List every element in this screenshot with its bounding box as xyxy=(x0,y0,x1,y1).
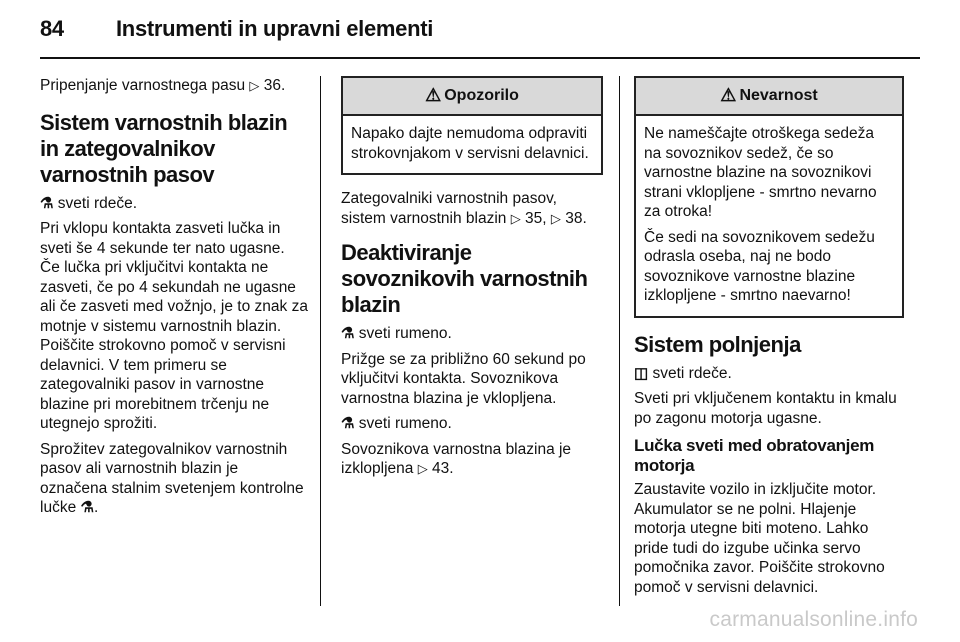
column-2 xyxy=(341,76,603,485)
reference-arrow-icon: ▷ xyxy=(510,210,521,226)
warning-box-text: Napako dajte nemudoma odpraviti strokovnjakom v servisni delavnici. xyxy=(351,125,589,162)
airbag-warning-icon: ⚗ xyxy=(40,194,54,212)
danger-box-text-2: Če sedi na sovoznikovem sedežu odrasla oseba, naj ne bodo sovoznikove varnostne blazine izklopljene - smrtno naevarno! xyxy=(644,228,875,304)
heading-airbag-system: Sistem varnostnih blazin in zategovalnikov varnostnih pasov xyxy=(40,109,288,187)
airbag-on-paragraph: Prižge se za približno 60 sekund po vključitvi kontakta. Sovoznikova varnostna blazina je vklopljena. xyxy=(341,350,586,407)
page-title: Instrumenti in upravni elementi xyxy=(116,16,434,41)
heading-charging-system: Sistem polnjenja xyxy=(634,331,801,357)
warning-triangle-icon: ⚠ xyxy=(720,85,737,106)
page-number: 84 xyxy=(40,16,64,41)
heading-passenger-airbag-deactivation: Deaktiviranje sovoznikovih varnostnih blazin xyxy=(341,240,588,317)
airbag-on-indicator-line: ⚗ sveti rumeno. xyxy=(341,325,452,342)
column-3 xyxy=(634,76,904,603)
airbag-off-indicator-line: ⚗ sveti rumeno. xyxy=(341,415,452,432)
danger-box-text-1: Ne nameščajte otroškega sedeža na sovoznikov sedež, če so varnostne blazine na sovoznikovi strani vklopljene - smrtno nevarno za otroka! xyxy=(644,125,877,220)
charging-paragraph: Sveti pri vključenem kontaktu in kmalu po zagonu motorja ugasne. xyxy=(634,390,897,427)
warning-box xyxy=(341,76,603,175)
danger-box-header: ⚠ Nevarnost xyxy=(636,78,902,116)
battery-icon: ◫ xyxy=(634,364,649,382)
reference-arrow-icon: ▷ xyxy=(249,78,260,93)
column-divider xyxy=(619,76,620,606)
airbag-warning-icon: ⚗ xyxy=(80,499,94,516)
battery-indicator-line: ◫ sveti rdeče. xyxy=(634,364,732,382)
watermark: carmanualsonline.info xyxy=(709,608,918,631)
column-divider xyxy=(320,76,321,606)
subheading-light-while-running: Lučka sveti med obratovanjem motorja xyxy=(634,436,875,475)
page-header xyxy=(40,16,433,42)
column-1 xyxy=(40,76,308,524)
airbag-deploy-paragraph: Sprožitev zategovalnikov varnostnih pasov ali varnostnih blazin je označena stalnim svetenjem kontrolne lučke ⚗. xyxy=(40,440,304,516)
passenger-airbag-on-icon: ⚗ xyxy=(341,325,355,342)
reference-arrow-icon: ▷ xyxy=(550,210,561,226)
reference-arrow-icon: ▷ xyxy=(417,461,428,476)
intro-text: Pripenjanje varnostnega pasu ▷ 36. xyxy=(40,77,286,94)
header-rule xyxy=(40,57,920,59)
airbag-paragraph: Pri vklopu kontakta zasveti lučka in sveti še 4 sekunde ter nato ugasne. Če lučka pri vključitvi kontakta ne zasveti, če po 4 sekundah ne ugasne ali če zasveti med vožnjo, je to znak za motnje v sistemu varnostnih blazin. Poiščite strokovno pomoč v servisni delavnici. V tem primeru se zategovalniki pasov in varnostne blazine pri morebitnem trčenju ne utegnejo sprožiti. xyxy=(40,220,308,432)
passenger-airbag-off-icon: ⚗ xyxy=(341,415,355,432)
charging-fault-paragraph: Zaustavite vozilo in izključite motor. Akumulator se ne polni. Hlajenje motorja utegne biti moteno. Lahko pride tudi do izgube učinka servo pomočnika zavor. Poiščite strokovno pomoč v servisni delavnici. xyxy=(634,481,885,596)
warning-box-header: ⚠ Opozorilo xyxy=(343,78,601,116)
airbag-indicator-line: ⚗ sveti rdeče. xyxy=(40,194,138,212)
danger-box xyxy=(634,76,904,318)
reference-text: Zategovalniki varnostnih pasov, sistem varnostnih blazin ▷ 35, ▷ 38. xyxy=(341,190,587,227)
warning-triangle-icon: ⚠ xyxy=(425,85,442,106)
airbag-off-paragraph: Sovoznikova varnostna blazina je izklopljena ▷ 43. xyxy=(341,440,572,477)
